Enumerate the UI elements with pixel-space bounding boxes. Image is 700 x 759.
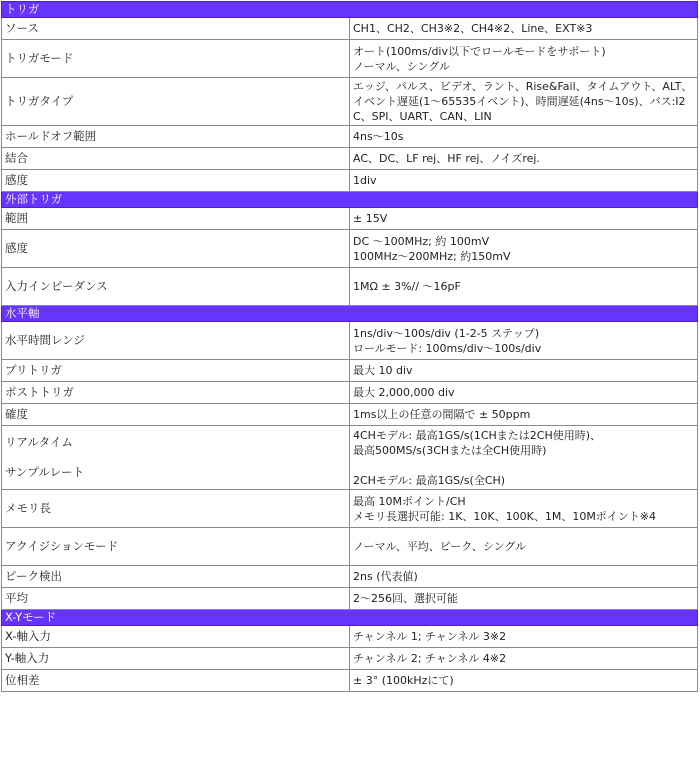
section-header [2,306,698,322]
spec-value-line: 1div [353,174,377,187]
spec-label: ポストトリガ [2,382,350,404]
spec-value [350,18,698,40]
spec-row [2,148,698,170]
spec-value-line: ± 15V [353,212,388,225]
spec-value-line: 最高 10Mポイント/CH [353,494,466,508]
spec-value-line: 1ms以上の任意の間隔で ± 50ppm [353,408,531,421]
spec-row [2,566,698,588]
spec-value-line: 最大 2,000,000 div [353,386,455,399]
spec-value [350,170,698,192]
section-title: 外部トリガ [2,192,698,208]
spec-label: トリガタイプ [2,78,350,126]
spec-value-line: チャンネル 2; チャンネル 4※2 [353,652,507,665]
spec-value [350,528,698,566]
spec-label: 水平時間レンジ [2,322,350,360]
spec-value-line: 1ns/div～100s/div (1-2-5 ステップ) [353,326,540,340]
spec-value [350,322,698,360]
spec-value [350,360,698,382]
spec-label: プリトリガ [2,360,350,382]
spec-row [2,322,698,360]
spec-value-line: 2～256回、選択可能 [353,592,458,605]
spec-value-line: 最大 10 div [353,364,413,377]
spec-value [350,426,698,490]
section-header [2,610,698,626]
spec-row [2,626,698,648]
spec-value [350,404,698,426]
spec-label: 感度 [2,230,350,268]
spec-value-line: エッジ、パルス、ビデオ、ラント、Rise&Fail、タイムアウト、ALT、イベント遅延(1～65535イベント)、時間遅延(4ns～10s)、バス:I2C、SPI、UART、CAN、LIN [353,80,693,123]
spec-label: 確度 [2,404,350,426]
spec-label: ホールドオフ範囲 [2,126,350,148]
spec-label: メモリ長 [2,490,350,528]
spec-value-line: 4ns～10s [353,130,404,143]
spec-value-line: ノーマル、平均、ピーク、シングル [353,540,527,553]
spec-label: 入力インピーダンス [2,268,350,306]
section-header [2,192,698,208]
spec-label: ソース [2,18,350,40]
spec-value-line: 100MHz～200MHz; 約150mV [353,249,511,263]
spec-label: 範囲 [2,208,350,230]
spec-label: X-軸入力 [2,626,350,648]
spec-value [350,566,698,588]
spec-value [350,148,698,170]
spec-row [2,126,698,148]
spec-value [350,78,698,126]
spec-row [2,588,698,610]
spec-value [350,230,698,268]
spec-value [350,208,698,230]
spec-table [1,1,698,692]
spec-value-line: チャンネル 1; チャンネル 3※2 [353,630,507,643]
spec-row [2,78,698,126]
spec-value [350,648,698,670]
spec-label: ピーク検出 [2,566,350,588]
spec-label: アクイジションモード [2,528,350,566]
spec-label: 感度 [2,170,350,192]
spec-value [350,670,698,692]
spec-value [350,626,698,648]
spec-value [350,40,698,78]
spec-value-line: オート(100ms/div以下でロールモードをサポート) [353,44,606,58]
spec-value-line: 2ns (代表値) [353,570,418,583]
spec-row [2,382,698,404]
spec-value-line: DC ～100MHz; 約 100mV [353,234,490,248]
spec-table-body [2,2,698,692]
spec-row [2,648,698,670]
spec-row [2,404,698,426]
section-header [2,2,698,18]
spec-row [2,426,698,490]
spec-row [2,170,698,192]
spec-label: リアルタイム サンプルレート [2,426,350,490]
section-title: トリガ [2,2,698,18]
spec-row [2,490,698,528]
spec-value [350,382,698,404]
spec-label: 結合 [2,148,350,170]
spec-label: 位相差 [2,670,350,692]
spec-value-line: ± 3° (100kHzにて) [353,674,454,687]
spec-row [2,40,698,78]
spec-value-line: 2CHモデル: 最高1GS/s(全CH) [353,473,506,487]
spec-row [2,268,698,306]
spec-value-line: ノーマル、シングル [353,59,450,73]
spec-label: Y-軸入力 [2,648,350,670]
spec-value-line [353,458,694,473]
spec-value [350,126,698,148]
section-title: 水平軸 [2,306,698,322]
spec-value-line: 4CHモデル: 最高1GS/s(1CHまたは2CH使用時)、 [353,428,602,442]
spec-value-line: 最高500MS/s(3CHまたは全CH使用時) [353,443,547,457]
spec-value [350,588,698,610]
spec-value-line: AC、DC、LF rej、HF rej、ノイズrej. [353,152,540,165]
spec-value-line: メモリ長選択可能: 1K、10K、100K、1M、10Mポイント※4 [353,509,657,523]
spec-row [2,360,698,382]
spec-value [350,268,698,306]
spec-row [2,528,698,566]
spec-row [2,230,698,268]
spec-value-line: CH1、CH2、CH3※2、CH4※2、Line、EXT※3 [353,22,593,35]
spec-label: トリガモード [2,40,350,78]
spec-value-line: ロールモード: 100ms/div～100s/div [353,341,542,355]
spec-row [2,670,698,692]
spec-value-line: 1MΩ ± 3%// ～16pF [353,280,461,293]
spec-label: 平均 [2,588,350,610]
spec-row [2,18,698,40]
spec-value [350,490,698,528]
section-title: X-Yモード [2,610,698,626]
spec-row [2,208,698,230]
